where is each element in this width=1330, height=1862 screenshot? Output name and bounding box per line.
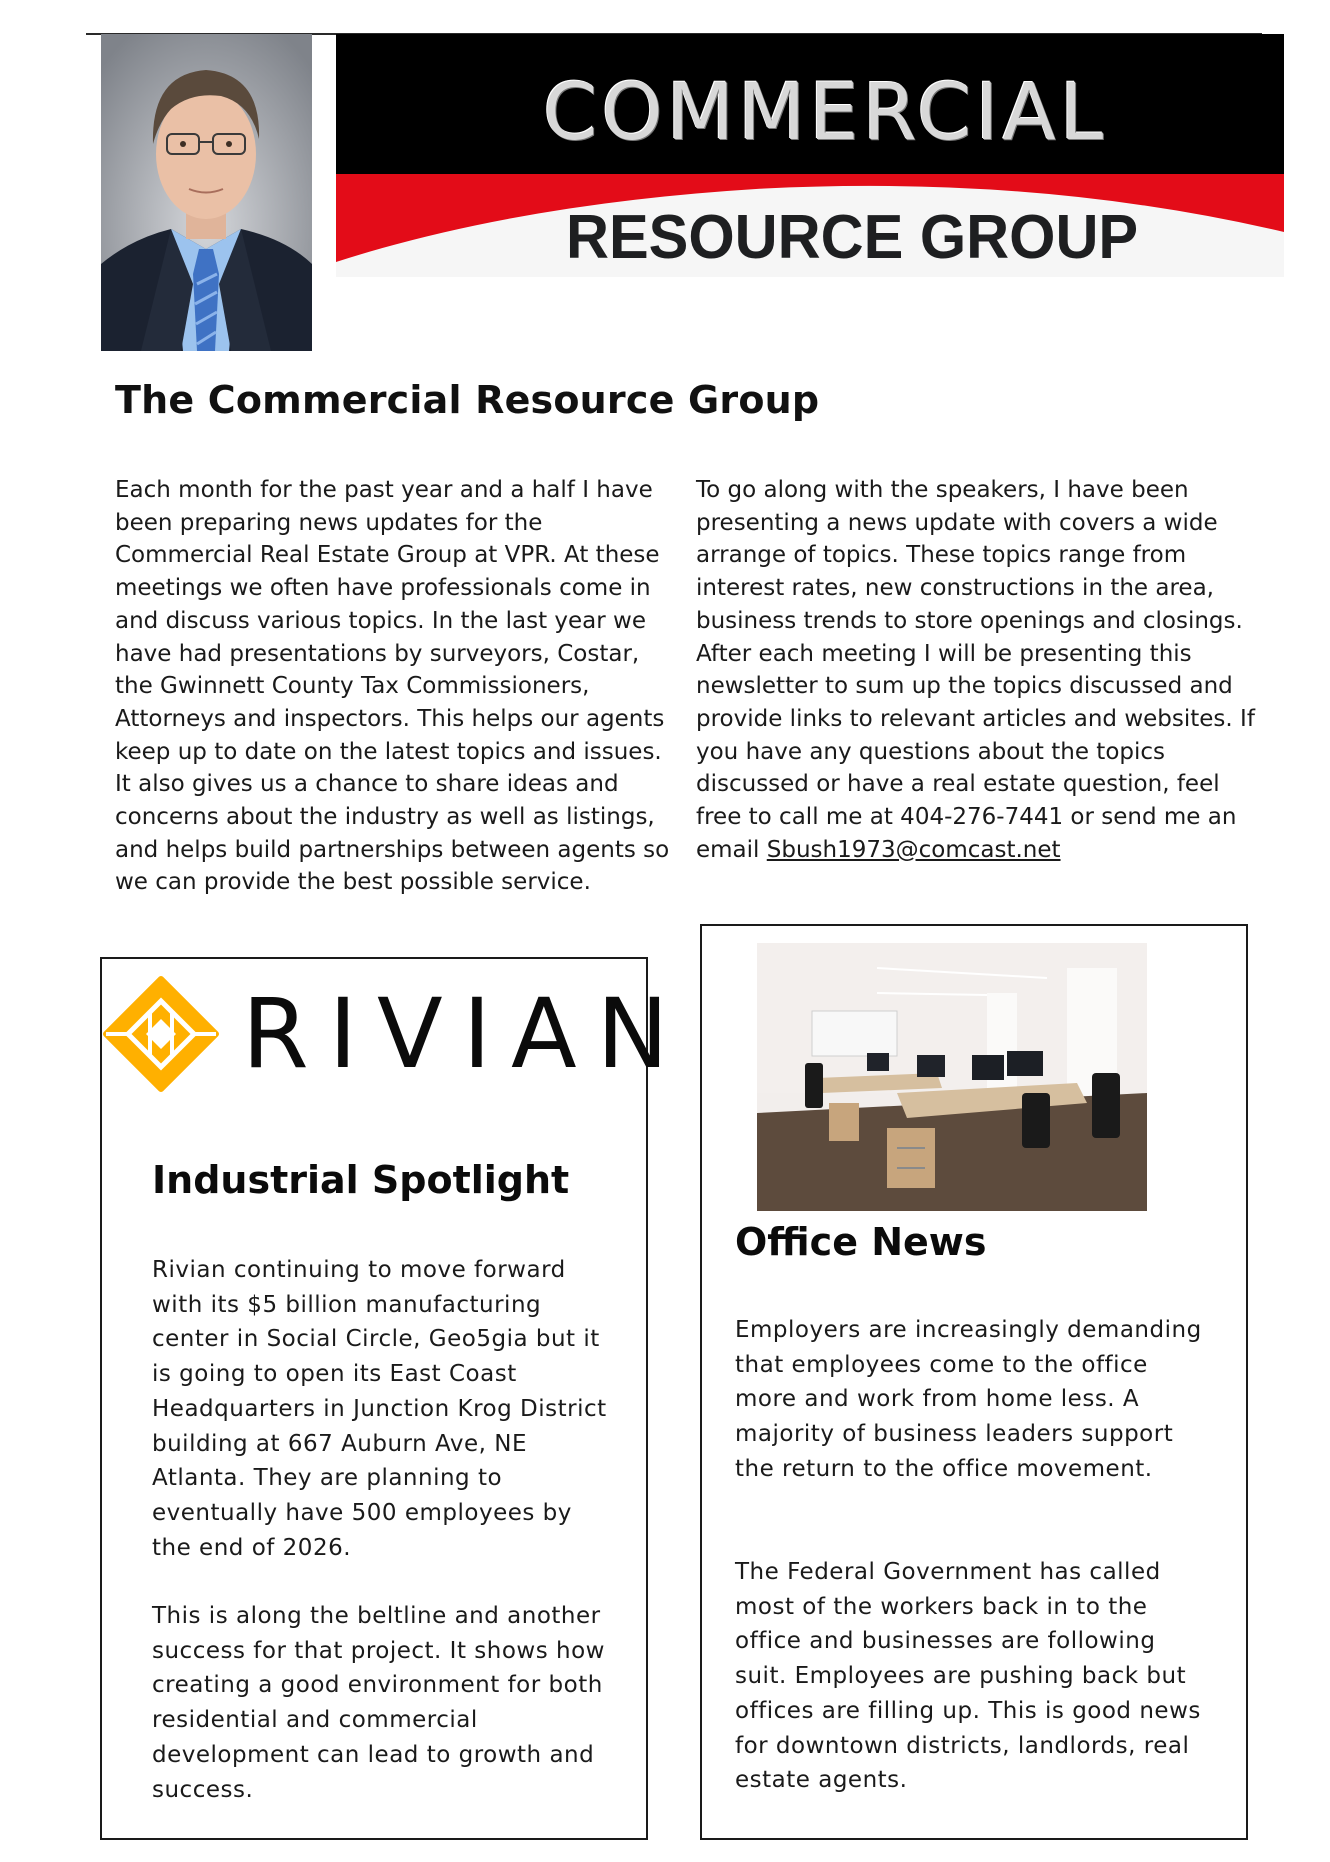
industrial-paragraph-2: This is along the beltline and another success for that project. It shows how creating a good environment for both residential and commercial development can lead to growth and success. xyxy=(152,1603,605,1803)
rivian-wordmark: RIVIAN xyxy=(242,978,689,1090)
logo-line-commercial: COMMERCIAL xyxy=(542,68,1108,158)
industrial-paragraph-1: Rivian continuing to move forward with its $5 billion manufacturing center in Social Circle, Geo5gia but it is going to open its East Coast Headquarters in Junction Krog District building at 667 Auburn Ave, NE Atlanta. They are planning to eventually have 500 employees by the end of 2026. xyxy=(152,1257,607,1561)
intro-left-paragraph: Each month for the past year and a half I have been preparing news updates for the Commercial Real Estate Group at VPR. At these meetings we often have professionals come in and discuss various topics. In the last year we have had presentations by surveyors, Costar, the Gwinnett County Tax Commissioners, Attorneys and inspectors. This helps our agents keep up to date on the latest topics and issues. It also gives us a chance to share ideas and concerns about the industry as well as listings, and helps build partnerships between agents so we can provide the best possible service. xyxy=(115,477,670,896)
rivian-logo xyxy=(102,975,689,1093)
company-logo xyxy=(336,34,1284,277)
logo-line-resource-group: RESOURCE GROUP xyxy=(566,203,1139,272)
portrait-illustration xyxy=(101,34,312,351)
agent-portrait xyxy=(101,34,312,351)
page-title: The Commercial Resource Group xyxy=(115,378,820,422)
industrial-spotlight-heading: Industrial Spotlight xyxy=(152,1158,570,1202)
office-paragraph-1: Employers are increasingly demanding that employees come to the office more and work from home less. A majority of business leaders support the return to the office movement. xyxy=(735,1317,1202,1482)
intro-right-paragraph xyxy=(696,474,1256,866)
office-illustration xyxy=(757,943,1147,1211)
office-photo xyxy=(757,943,1147,1211)
intro-right-text: To go along with the speakers, I have been presenting a news update with covers a wide arrange of topics. These topics range from interest rates, new constructions in the area, business trends to store openings and closings. After each meeting I will be presenting this newsletter to sum up the topics discussed and provide links to relevant articles and websites. If you have any questions about the topics discussed or have a real estate question, feel free to call me at 404-276-7441 or send me an email xyxy=(696,477,1255,863)
office-news-heading: Office News xyxy=(735,1220,987,1264)
office-paragraph-2: The Federal Government has called most of the workers back in to the office and businesses are following suit. Employees are pushing back but offices are filling up. This is good news for downtown districts, landlords, real estate agents. xyxy=(735,1559,1201,1794)
rivian-emblem-icon xyxy=(102,975,220,1093)
email-link[interactable]: Sbush1973@comcast.net xyxy=(766,836,1061,863)
